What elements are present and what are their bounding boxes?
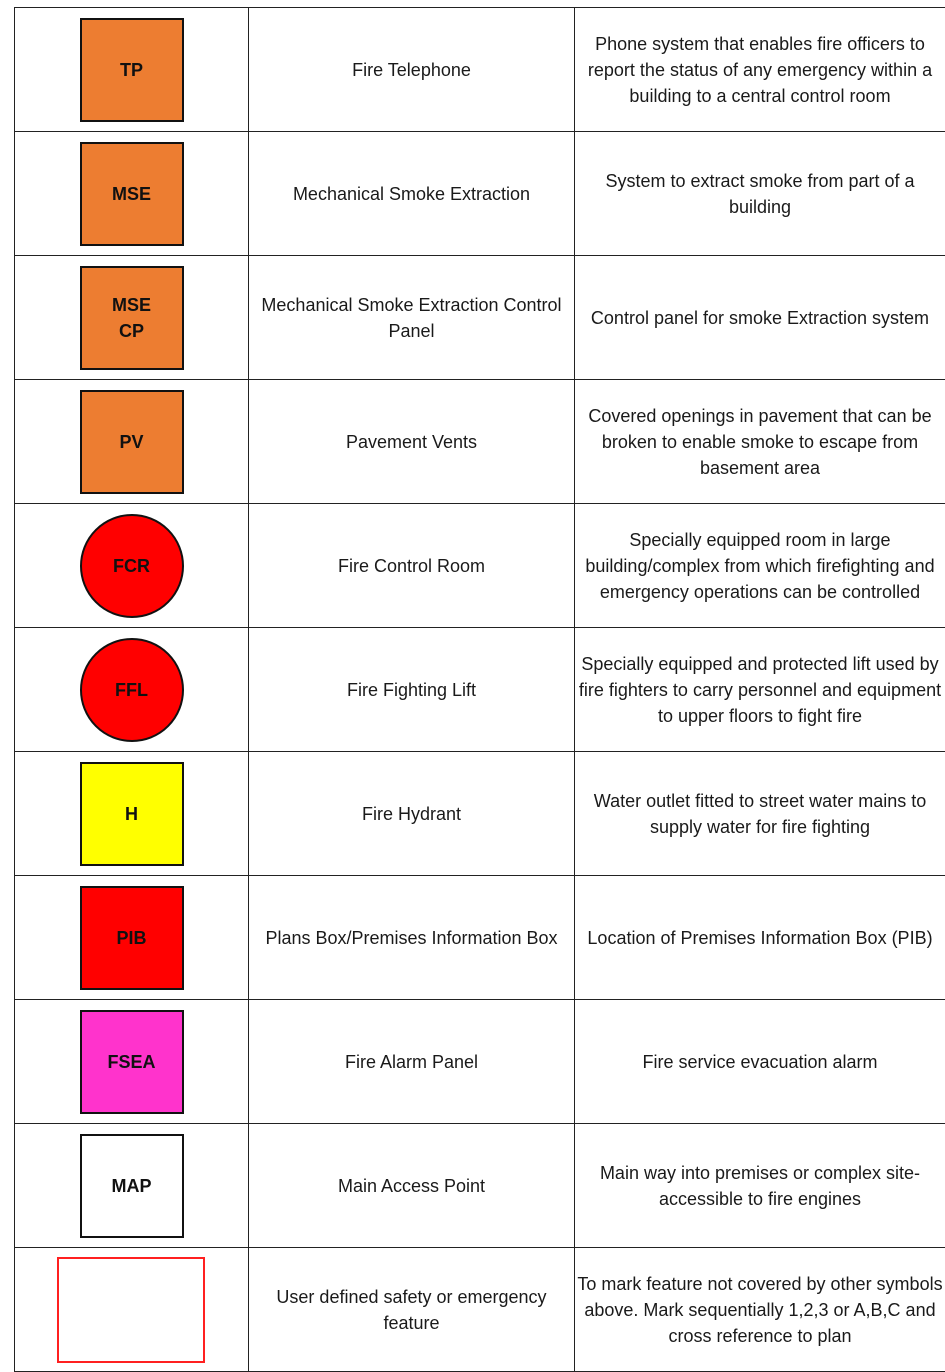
symbol-code: H	[125, 801, 138, 827]
symbol-cell	[15, 132, 249, 256]
symbol-square	[80, 390, 184, 494]
legend-row	[15, 8, 945, 132]
symbol-blank-box	[57, 1257, 205, 1363]
legend-row	[15, 876, 945, 1000]
feature-description: Covered openings in pavement that can be broken to enable smoke to escape from basement area	[575, 380, 945, 504]
feature-name: Fire Control Room	[249, 504, 575, 628]
symbol-code: FCR	[113, 553, 150, 579]
feature-name: Pavement Vents	[249, 380, 575, 504]
feature-description: Specially equipped room in large building/complex from which firefighting and emergency operations can be controlled	[575, 504, 945, 628]
legend-row	[15, 628, 945, 752]
symbol-square	[80, 762, 184, 866]
legend-row	[15, 1248, 945, 1372]
feature-name: Mechanical Smoke Extraction	[249, 132, 575, 256]
feature-description: Specially equipped and protected lift used by fire fighters to carry personnel and equipment to upper floors to fight fire	[575, 628, 945, 752]
legend-row	[15, 256, 945, 380]
legend-row	[15, 380, 945, 504]
feature-description: Water outlet fitted to street water mains to supply water for fire fighting	[575, 752, 945, 876]
legend-body	[15, 8, 945, 1372]
symbol-code: MSE	[112, 181, 151, 207]
symbol-code: PV	[119, 429, 143, 455]
symbol-square	[80, 142, 184, 246]
symbol-code: FSEA	[107, 1049, 155, 1075]
symbol-cell	[15, 1248, 249, 1372]
symbol-wrap	[15, 1000, 248, 1123]
symbol-wrap	[15, 256, 248, 379]
symbol-square	[80, 1010, 184, 1114]
symbol-square	[80, 266, 184, 370]
symbol-legend-table	[14, 7, 945, 1372]
symbol-wrap	[15, 1124, 248, 1247]
feature-description: Location of Premises Information Box (PIB)	[575, 876, 945, 1000]
symbol-cell	[15, 8, 249, 132]
symbol-code: CP	[119, 318, 144, 344]
symbol-wrap	[15, 8, 248, 131]
symbol-square	[80, 886, 184, 990]
feature-description: Fire service evacuation alarm	[575, 1000, 945, 1124]
feature-description: Control panel for smoke Extraction system	[575, 256, 945, 380]
feature-name: Fire Telephone	[249, 8, 575, 132]
legend-row	[15, 1124, 945, 1248]
symbol-circle	[80, 514, 184, 618]
symbol-wrap	[15, 1248, 248, 1371]
symbol-circle	[80, 638, 184, 742]
feature-name: Mechanical Smoke Extraction Control Panel	[249, 256, 575, 380]
feature-name: Fire Hydrant	[249, 752, 575, 876]
feature-name: Plans Box/Premises Information Box	[249, 876, 575, 1000]
feature-description: To mark feature not covered by other symbols above. Mark sequentially 1,2,3 or A,B,C and cross reference to plan	[575, 1248, 945, 1372]
legend-row	[15, 1000, 945, 1124]
symbol-cell	[15, 1124, 249, 1248]
symbol-wrap	[15, 504, 248, 627]
symbol-code: MAP	[112, 1173, 152, 1199]
symbol-wrap	[15, 876, 248, 999]
symbol-wrap	[15, 628, 248, 751]
symbol-cell	[15, 628, 249, 752]
legend-row	[15, 132, 945, 256]
feature-description: Phone system that enables fire officers to report the status of any emergency within a building to a central control room	[575, 8, 945, 132]
feature-name: Fire Alarm Panel	[249, 1000, 575, 1124]
symbol-cell	[15, 752, 249, 876]
symbol-code: TP	[120, 57, 143, 83]
symbol-code: PIB	[116, 925, 146, 951]
symbol-cell	[15, 1000, 249, 1124]
symbol-wrap	[15, 380, 248, 503]
symbol-square	[80, 18, 184, 122]
feature-description: System to extract smoke from part of a building	[575, 132, 945, 256]
symbol-wrap	[15, 752, 248, 875]
symbol-square	[80, 1134, 184, 1238]
symbol-code: MSE	[112, 292, 151, 318]
symbol-cell	[15, 380, 249, 504]
legend-row	[15, 504, 945, 628]
symbol-code: FFL	[115, 677, 148, 703]
symbol-wrap	[15, 132, 248, 255]
feature-name: User defined safety or emergency feature	[249, 1248, 575, 1372]
symbol-cell	[15, 876, 249, 1000]
legend-row	[15, 752, 945, 876]
feature-description: Main way into premises or complex site-accessible to fire engines	[575, 1124, 945, 1248]
feature-name: Main Access Point	[249, 1124, 575, 1248]
symbol-cell	[15, 256, 249, 380]
symbol-cell	[15, 504, 249, 628]
feature-name: Fire Fighting Lift	[249, 628, 575, 752]
